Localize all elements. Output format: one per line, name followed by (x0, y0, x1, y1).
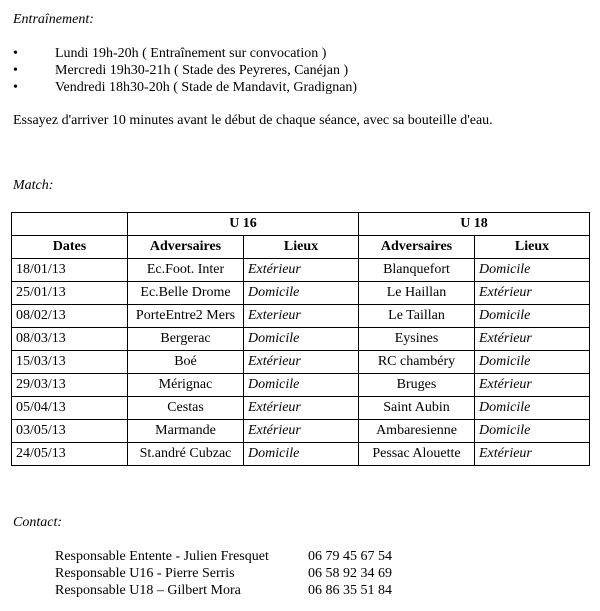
u18-place: Extérieur (475, 282, 590, 305)
u18-place: Extérieur (475, 328, 590, 351)
u18-opponent: Le Haillan (359, 282, 475, 305)
u16-place: Extérieur (244, 397, 359, 420)
group-header-u18: U 18 (359, 213, 590, 236)
header-u18-places: Lieux (475, 236, 590, 259)
u16-place: Domicile (244, 374, 359, 397)
u16-opponent: Mérignac (128, 374, 244, 397)
u16-place: Domicile (244, 328, 359, 351)
contact-role: Responsable Entente - Julien Fresquet (55, 549, 269, 564)
u16-opponent: Cestas (128, 397, 244, 420)
group-header-u16: U 16 (128, 213, 359, 236)
table-row (12, 443, 590, 466)
match-date: 08/03/13 (12, 328, 128, 351)
match-date: 25/01/13 (12, 282, 128, 305)
contact-item (55, 565, 455, 582)
match-date: 05/04/13 (12, 397, 128, 420)
training-note: Essayez d'arriver 10 minutes avant le début de chaque séance, avec sa bouteille d'eau. (13, 113, 493, 128)
contact-item (55, 582, 455, 599)
u16-opponent: Bergerac (128, 328, 244, 351)
match-date: 08/02/13 (12, 305, 128, 328)
header-u18-opponents: Adversaires (359, 236, 475, 259)
u18-opponent: Pessac Alouette (359, 443, 475, 466)
header-u16-places: Lieux (244, 236, 359, 259)
u16-place: Extérieur (244, 259, 359, 282)
match-date: 29/03/13 (12, 374, 128, 397)
bullet-icon: • (13, 63, 18, 78)
contact-item (55, 548, 455, 565)
contact-title: Contact: (13, 515, 62, 530)
u18-opponent: RC chambéry (359, 351, 475, 374)
header-dates: Dates (12, 236, 128, 259)
u18-opponent: Bruges (359, 374, 475, 397)
u16-place: Extérieur (244, 351, 359, 374)
table-row (12, 305, 590, 328)
contact-phone: 06 58 92 34 69 (308, 566, 392, 581)
table-row (12, 328, 590, 351)
u18-opponent: Eysines (359, 328, 475, 351)
contact-phone: 06 79 45 67 54 (308, 549, 392, 564)
match-schedule-table (11, 212, 590, 466)
training-session-text: Lundi 19h-20h ( Entraînement sur convocation ) (55, 46, 327, 61)
group-header-row (12, 213, 590, 236)
match-date: 15/03/13 (12, 351, 128, 374)
contact-phone: 06 86 35 51 84 (308, 583, 392, 598)
contact-role: Responsable U16 - Pierre Serris (55, 566, 235, 581)
u16-place: Domicile (244, 443, 359, 466)
bullet-icon: • (13, 46, 18, 61)
match-date: 03/05/13 (12, 420, 128, 443)
empty-header-cell (12, 213, 128, 236)
table-row (12, 259, 590, 282)
header-u16-opponents: Adversaires (128, 236, 244, 259)
u16-place: Domicile (244, 282, 359, 305)
u18-place: Domicile (475, 305, 590, 328)
u16-place: Exterieur (244, 305, 359, 328)
u18-place: Domicile (475, 397, 590, 420)
training-session-text: Vendredi 18h30-20h ( Stade de Mandavit, Gradignan) (55, 80, 358, 95)
training-session-text: Mercredi 19h30-21h ( Stade des Peyreres, Canéjan ) (55, 63, 349, 78)
table-row (12, 374, 590, 397)
u18-place: Extérieur (475, 443, 590, 466)
u16-opponent: PorteEntre2 Mers (128, 305, 244, 328)
match-date: 24/05/13 (12, 443, 128, 466)
u18-opponent: Blanquefort (359, 259, 475, 282)
u16-opponent: Ec.Belle Drome (128, 282, 244, 305)
contact-list (55, 548, 455, 599)
u16-opponent: St.andré Cubzac (128, 443, 244, 466)
column-header-row (12, 236, 590, 259)
u18-place: Domicile (475, 351, 590, 374)
match-date: 18/01/13 (12, 259, 128, 282)
u16-opponent: Boé (128, 351, 244, 374)
u18-place: Extérieur (475, 374, 590, 397)
u16-opponent: Marmande (128, 420, 244, 443)
u16-place: Extérieur (244, 420, 359, 443)
contact-role: Responsable U18 – Gilbert Mora (55, 583, 241, 598)
table-row (12, 351, 590, 374)
training-title: Entraînement: (13, 12, 94, 27)
table-row (12, 420, 590, 443)
u18-opponent: Ambaresienne (359, 420, 475, 443)
u18-place: Domicile (475, 420, 590, 443)
u18-opponent: Le Taillan (359, 305, 475, 328)
table-row (12, 282, 590, 305)
bullet-icon: • (13, 80, 18, 95)
u18-place: Domicile (475, 259, 590, 282)
u18-opponent: Saint Aubin (359, 397, 475, 420)
u16-opponent: Ec.Foot. Inter (128, 259, 244, 282)
match-title: Match: (13, 178, 54, 193)
table-row (12, 397, 590, 420)
